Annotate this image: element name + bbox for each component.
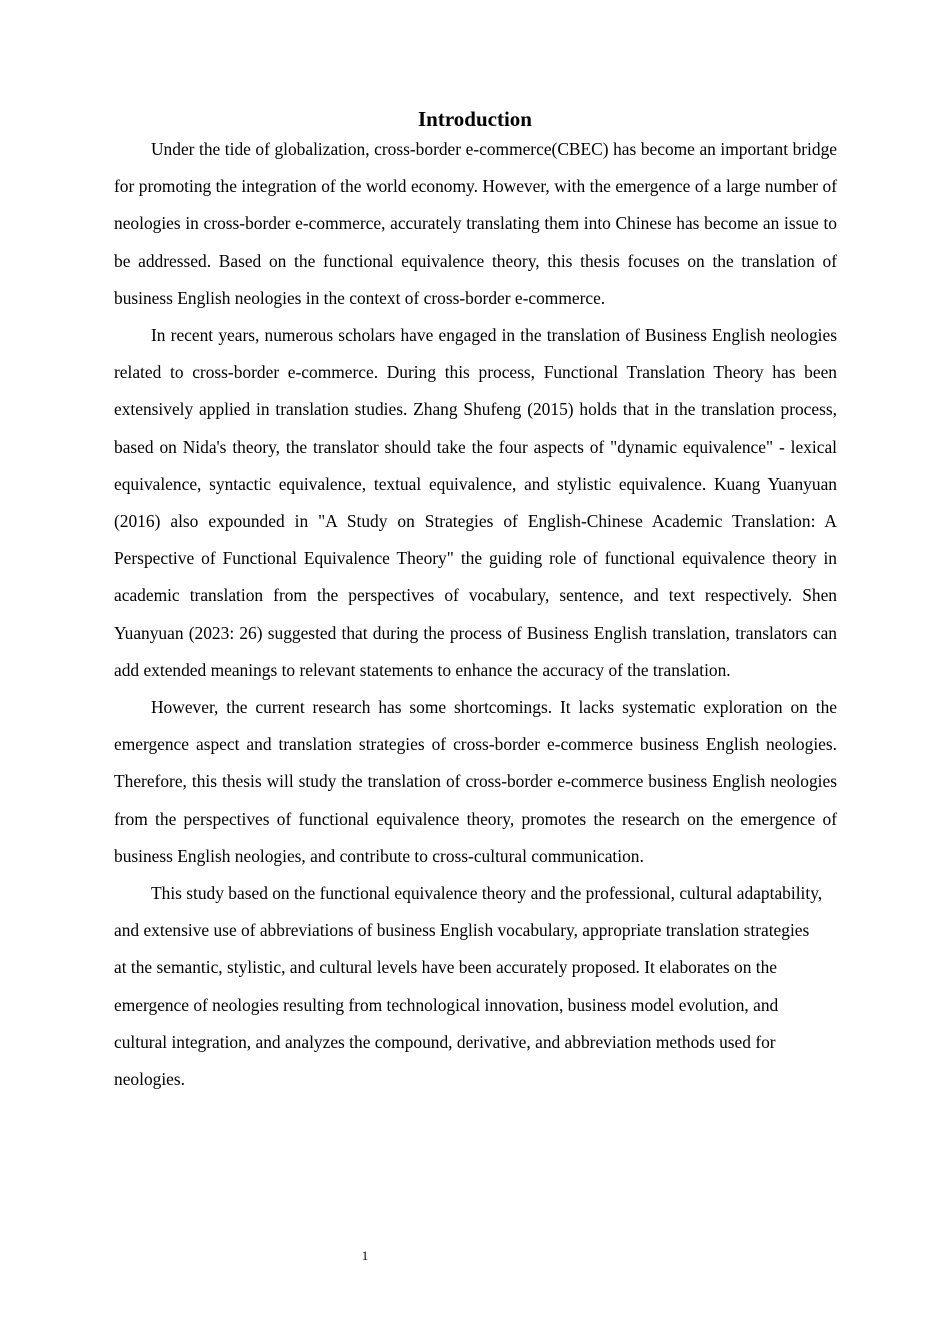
paragraph-1: Under the tide of globalization, cross-border e-commerce(CBEC) has become an important bridge for promoting the integration of the world economy. However, with the emergence of a large number of neologies in cross-border e-commerce, accurately translating them into Chinese has become an issue to be addressed. Based on the functional equivalence theory, this thesis focuses on the translation of business English neologies in the context of cross-border e-commerce. — [114, 139, 837, 308]
page-number: 1 — [361, 1248, 369, 1263]
body-text — [114, 131, 837, 1098]
paragraph-4: This study based on the functional equivalence theory and the professional, cultural adaptability, and extensive use of abbreviations of business English vocabulary, appropriate translation strategies at the semantic, stylistic, and cultural levels have been accurately proposed. It elaborates on the emergence of neologies resulting from technological innovation, business model evolution, and cultural integration, and analyzes the compound, derivative, and abbreviation methods used for neologies. — [114, 883, 823, 1090]
paragraph-2: In recent years, numerous scholars have engaged in the translation of Business English neologies related to cross-border e-commerce. During this process, Functional Translation Theory has been extensively applied in translation studies. Zhang Shufeng (2015) holds that in the translation process, based on Nida's theory, the translator should take the four aspects of "dynamic equivalence" - lexical equivalence, syntactic equivalence, textual equivalence, and stylistic equivalence. Kuang Yuanyuan (2016) also expounded in "A Study on Strategies of English-Chinese Academic Translation: A Perspective of Functional Equivalence Theory" the guiding role of functional equivalence theory in academic translation from the perspectives of vocabulary, sentence, and text respectively. Shen Yuanyuan (2023: 26) suggested that during the process of Business English translation, translators can add extended meanings to relevant statements to enhance the accuracy of the translation. — [114, 325, 837, 680]
page-title: Introduction — [418, 107, 532, 131]
paragraph-3: However, the current research has some shortcomings. It lacks systematic exploration on the emergence aspect and translation strategies of cross-border e-commerce business English neologies. Therefore, this thesis will study the translation of cross-border e-commerce business English neologies from the perspectives of functional equivalence theory, promotes the research on the emergence of business English neologies, and contribute to cross-cultural communication. — [114, 697, 837, 866]
